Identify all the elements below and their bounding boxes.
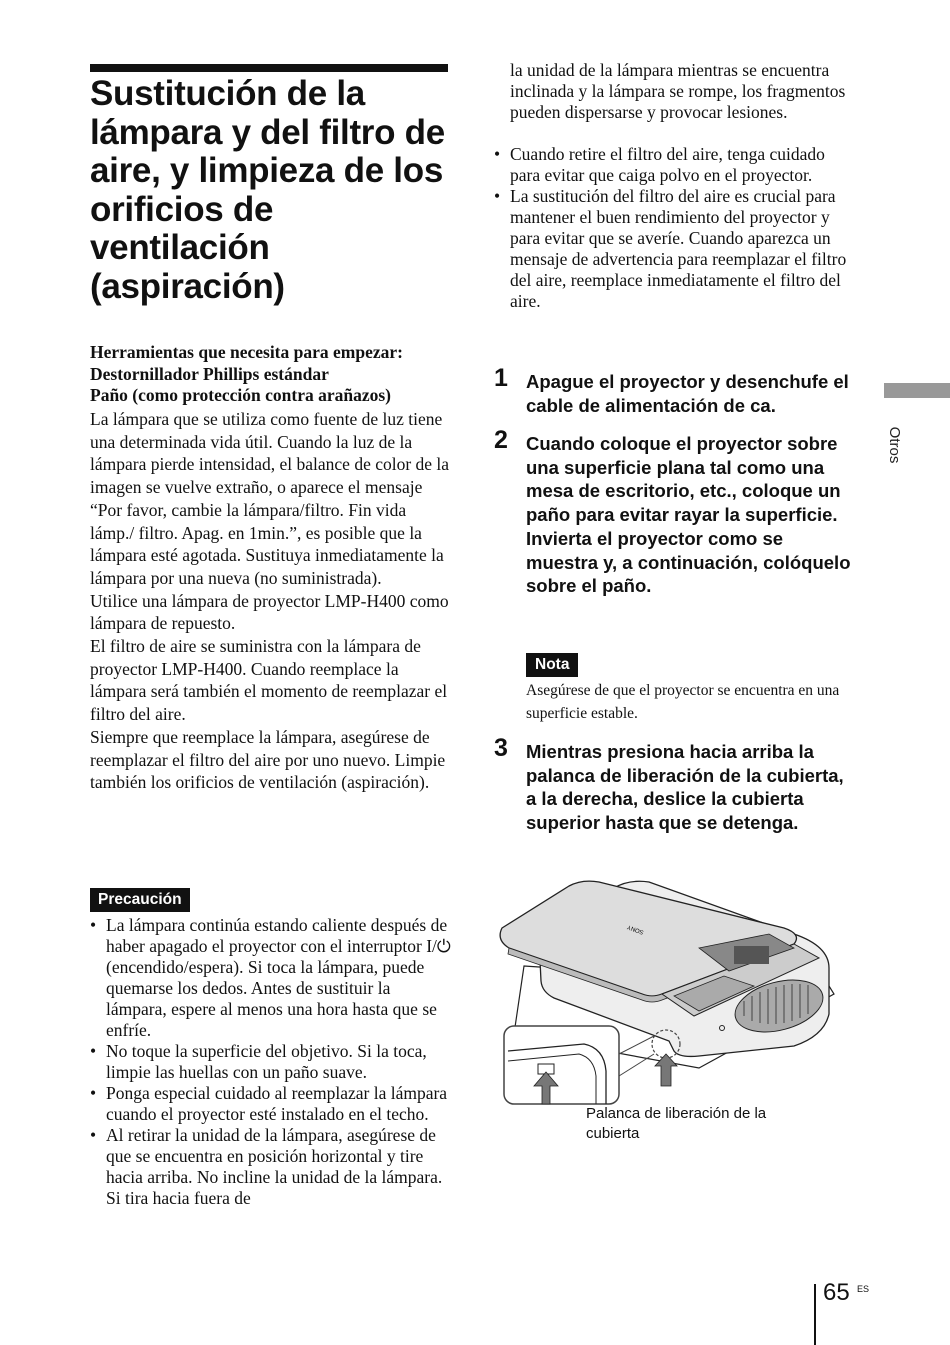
page-number: 65 [823,1279,850,1306]
intro-paragraph: Utilice una lámpara de proyector LMP-H400 como lámpara de repuesto. [90,590,449,634]
step-2 [494,426,854,598]
step-1 [494,364,854,417]
page-language: ES [857,1284,870,1294]
tool-item: Paño (como protección contra arañazos) [90,385,392,405]
note-label: Nota [526,653,578,677]
caution-list-continued [494,144,855,312]
step-number: 1 [494,364,508,392]
section-tab-label: Otros [886,426,904,464]
caution-list [90,915,452,1209]
caution-item: • La lámpara continúa estando caliente después de haber apagado el proyector con el interruptor I/⏻ (encendido/espera). Si toca la lámpara, puede quemarse los dedos. Antes de sustituir la lámpara, espere al menos una hora hasta que se enfríe. [90,915,452,1041]
projector-illustration [494,876,864,1106]
tool-item: Destornillador Phillips estándar [90,363,329,384]
step-number: 2 [494,426,508,454]
note-text: Asegúrese de que el proyector se encuentra en una superficie estable. [526,682,840,722]
title-rule [90,64,448,72]
caution-continuation: la unidad de la lámpara mientras se encuentra inclinada y la lámpara se rompe, los fragmentos pueden dispersarse y provocar lesiones. [510,60,846,122]
step-3 [494,734,854,835]
intro-paragraph: Siempre que reemplace la lámpara, asegúrese de reemplazar el filtro del aire por uno nuevo. Limpie también los orificios de ventilación (aspiración). [90,726,446,793]
figure-caption: Palanca de liberación de la cubierta [586,1105,767,1142]
intro-paragraph: La lámpara que se utiliza como fuente de luz tiene una determinada vida útil. Cuando la luz de la lámpara pierde intensidad, el balance de color de la imagen se vuelve extraño, o aparece el mensaje “Por favor, cambie la lámpara/filtro. Fin vida lámp./ filtro. Apag. en 1min.”, es posible que la lámpara esté agotada. Sustituya inmediatamente la lámpara por una nueva (no suministrada). [90,409,450,588]
intro-paragraph: El filtro de aire se suministra con la lámpara de proyector LMP-H400. Cuando reemplace la lámpara será también el momento de reemplazar el filtro del aire. [90,636,448,725]
page-title: Sustitución de la lámpara y del filtro de aire, y limpieza de los orificios de ventilación (aspiración) [90,74,445,306]
step-text: Mientras presiona hacia arriba la palanca de liberación de la cubierta, a la derecha, deslice la cubierta superior hasta que se detenga. [526,741,844,834]
caution-item: • Al retirar la unidad de la lámpara, asegúrese de que se encuentra en posición horizontal y tire hacia arriba. No incline la unidad de la lámpara. Si tira hacia fuera de [90,1125,452,1209]
sony-logo: SONY [626,923,645,935]
step-text: Apague el proyector y desenchufe el cable de alimentación de ca. [526,371,849,416]
caution-item: • Ponga especial cuidado al reemplazar la lámpara cuando el proyector esté instalado en el techo. [90,1083,452,1125]
caution-item: • Cuando retire el filtro del aire, tenga cuidado para evitar que caiga polvo en el proyector. [494,144,855,186]
section-tab [884,383,950,398]
tools-list [90,342,460,407]
caution-item: • No toque la superficie del objetivo. Si la toca, limpie las huellas con un paño suave. [90,1041,452,1083]
tools-heading: Herramientas que necesita para empezar: [90,342,403,362]
caution-label: Precaución [90,888,190,912]
page-number-rule [814,1284,816,1345]
step-number: 3 [494,734,508,762]
step-text: Cuando coloque el proyector sobre una superficie plana tal como una mesa de escritorio, etc., coloque un paño para evitar rayar la superficie. Invierta el proyector como se muestra y, a continuación, colóquelo sobre el paño. [526,433,851,597]
caution-item: • La sustitución del filtro del aire es crucial para mantener el buen rendimiento del proyector y para evitar que se averíe. Cuando aparezca un mensaje de advertencia para reemplazar el filtro del aire, reemplace inmediatamente el filtro del aire. [494,186,855,312]
intro-text [90,408,452,794]
